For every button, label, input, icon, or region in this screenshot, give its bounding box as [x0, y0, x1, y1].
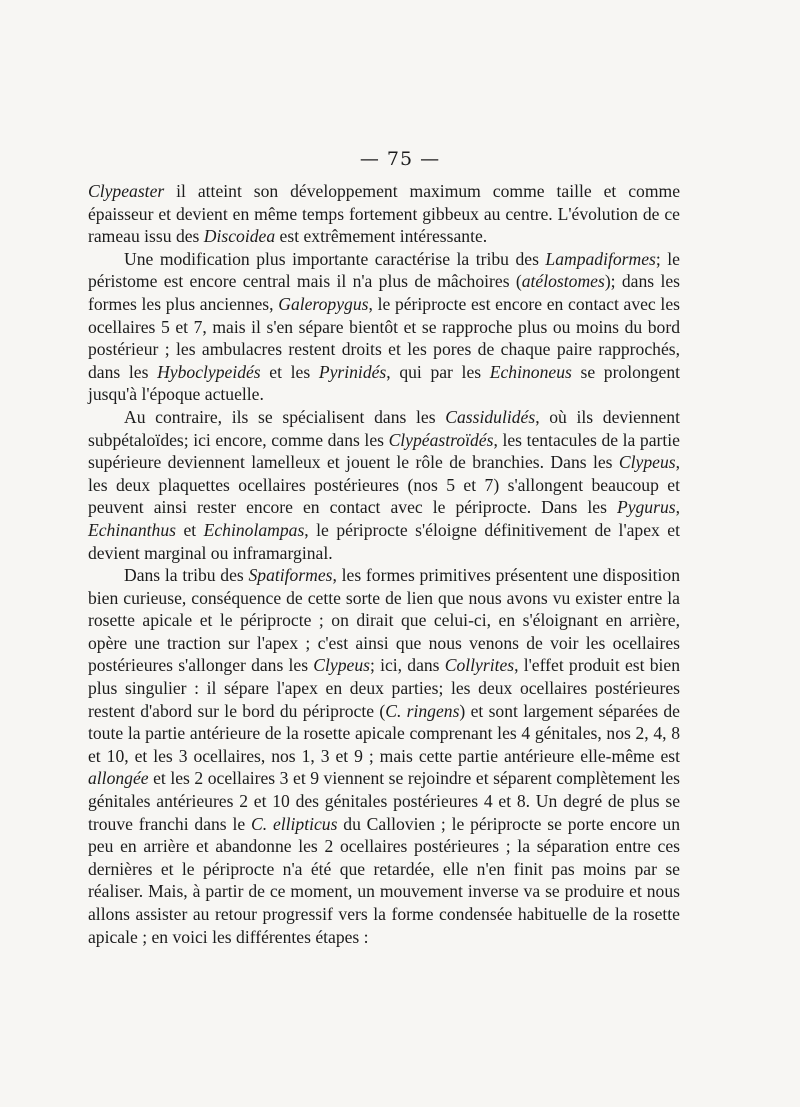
italic-term: Cassidulidés: [445, 406, 536, 427]
text-run: ; ici, dans: [369, 655, 445, 676]
paragraph: [88, 180, 680, 248]
italic-term: Galeropygus: [278, 293, 369, 314]
italic-term: Clypéastroïdés: [388, 429, 494, 450]
text-run: , le périprocte est encore en contact avec les ocellaires 5 et 7, mais il s'en sépare bientôt et se rapproche plus ou moins du bord postérieur ; les ambulacres restent droits et les pores de chaque paire rapprochés, dans les: [88, 293, 680, 382]
text-run: et les: [260, 361, 319, 382]
text-run: Dans la tribu des: [124, 565, 249, 586]
text-run: , les tentacules de la partie supérieure deviennent lamelleux et jouent le rôle de branchies. Dans les: [88, 429, 680, 473]
italic-term: Clypeaster: [88, 181, 165, 201]
italic-term: Echinoneus: [489, 361, 572, 382]
text-run: Une modification plus importante caractérise la tribu des: [124, 248, 546, 269]
italic-term: Echinanthus: [88, 519, 176, 540]
text-run: ; le péristome est encore central mais il n'a plus de mâchoires (: [88, 248, 680, 292]
text-run: ,: [675, 497, 680, 518]
italic-term: Clypeus: [618, 452, 676, 473]
italic-term: Collyrites: [444, 655, 515, 676]
text-run: du Callovien ; le périprocte se porte encore un peu en arrière et abandonne les 2 ocellaires postérieures ; la séparation entre ces dernières et le périprocte n'a été que retardée, elle n'en finit pas moins par se réaliser. Mais, à partir de ce moment, un mouvement inverse va se produire et nous allons assister au retour progressif vers la forme condensée habituelle de la rosette apicale ; en voici les différentes étapes :: [88, 813, 681, 947]
text-run: et: [175, 519, 204, 540]
text-run: ); dans les formes les plus anciennes,: [88, 271, 680, 314]
text-run: , qui par les: [386, 361, 490, 382]
body-text: [88, 180, 680, 948]
text-run: , les deux plaquettes ocellaires postérieures (nos 5 et 7) s'allongent beaucoup et peuvent ainsi rester encore en contact avec le périprocte. Dans les: [88, 452, 680, 518]
text-run: ) et sont largement séparées de toute la partie antérieure de la rosette apicale comprenant les 4 génitales, nos 2, 4, 8 et 10, et les 3 ocellaires, nos 1, 3 et 9 ; mais cette partie antérieure elle-même est: [88, 700, 680, 766]
italic-term: Clypeus: [313, 655, 370, 676]
italic-term: C. ringens: [385, 700, 460, 721]
page-number: — 75 —: [359, 148, 441, 170]
italic-term: Pyrinidés: [318, 361, 387, 382]
italic-term: Echinolampas: [203, 519, 305, 540]
italic-term: Discoidea: [203, 226, 276, 247]
paragraph: [88, 248, 680, 406]
italic-term: allongée: [88, 768, 149, 789]
text-run: , les formes primitives présentent une disposition bien curieuse, conséquence de cette sorte de lien que nous avons vu exister entre la rosette apicale et le périprocte ; on dirait que celui-ci, en s'éloignant en arrière, opère une traction sur l'apex ; c'est ainsi que nous venons de voir les ocellaires postérieures s'allonger dans les: [88, 565, 680, 676]
paragraph: [88, 406, 680, 564]
italic-term: C. ellipticus: [251, 813, 338, 834]
text-run: se prolongent jusqu'à l'époque actuelle.: [88, 361, 681, 405]
text-run: , l'effet produit est bien plus singulier : il sépare l'apex en deux parties; les deux ocellaires postérieures restent d'abord sur le bord du périprocte (: [88, 655, 680, 721]
italic-term: Hyboclypeidés: [157, 361, 261, 382]
text-run: et les 2 ocellaires 3 et 9 viennent se rejoindre et séparent complètement les génitales antérieures 2 et 10 des génitales postérieures 4 et 8. Un degré de plus se trouve franchi dans le: [88, 768, 680, 834]
text-run: , où ils deviennent subpétaloïdes; ici encore, comme dans les: [88, 406, 680, 450]
text-run: , le périprocte s'éloigne définitivement de l'apex et devient marginal ou inframarginal.: [88, 519, 681, 563]
italic-term: atélostomes: [521, 271, 605, 292]
text-run: Au contraire, ils se spécialisent dans les: [124, 406, 446, 427]
italic-term: Spatiformes: [248, 565, 333, 586]
paragraph: [88, 564, 680, 948]
text-run: est extrêmement intéressante.: [275, 226, 488, 247]
italic-term: Pygurus: [616, 497, 676, 518]
text-run: il atteint son développement maximum comme taille et comme épaisseur et devient en même temps fortement gibbeux au centre. L'évolution de ce rameau issu des: [88, 181, 680, 247]
italic-term: Lampadiformes: [545, 248, 656, 269]
